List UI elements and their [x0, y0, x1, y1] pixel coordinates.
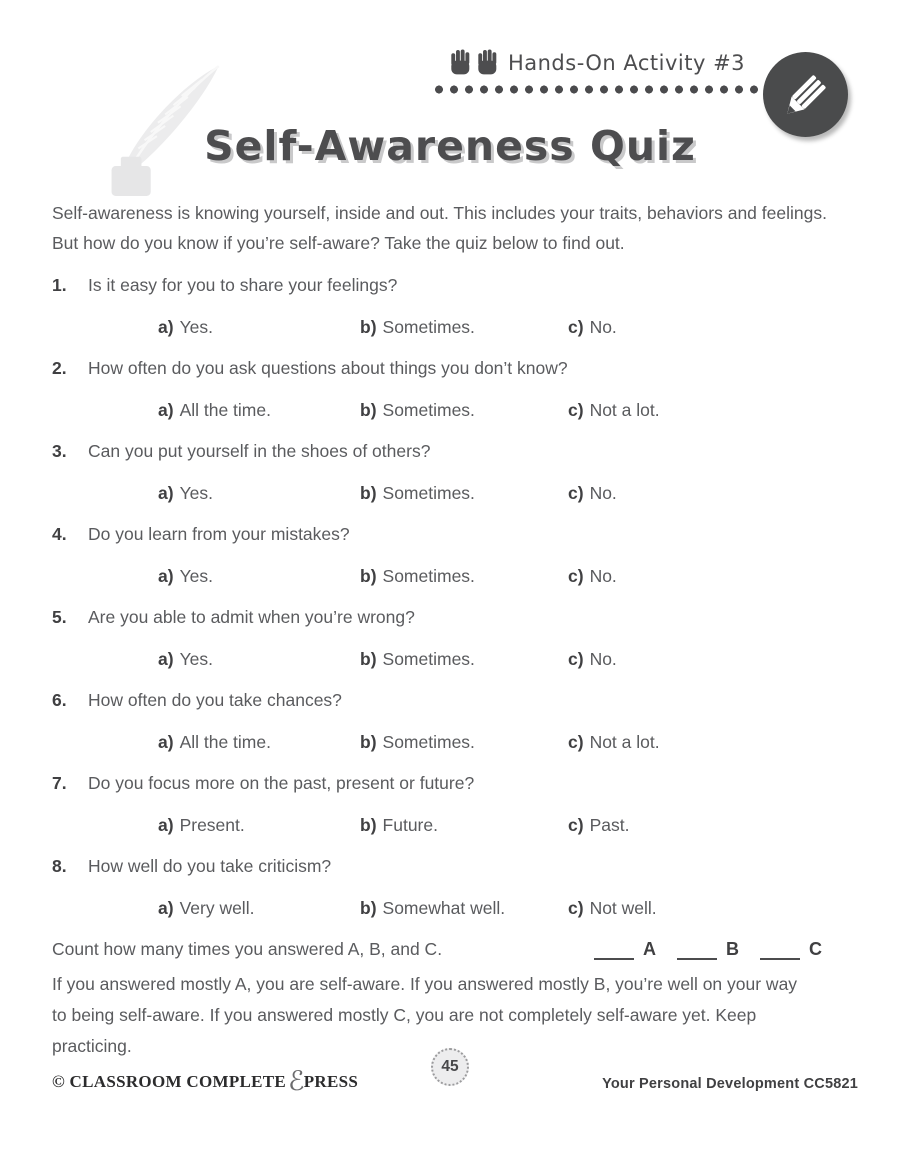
option-b: b) Sometimes. — [360, 566, 475, 586]
question-6 — [52, 690, 848, 753]
option-c: c) No. — [568, 483, 617, 503]
question-text: How often do you take chances? — [88, 690, 342, 710]
option-b: b) Sometimes. — [360, 732, 475, 752]
question-4 — [52, 524, 848, 587]
question-3 — [52, 441, 848, 504]
copyright-text: © CLASSROOM COMPLETE — [52, 1072, 287, 1091]
option-c: c) No. — [568, 649, 617, 669]
page-number: 45 — [441, 1058, 459, 1075]
options-row — [158, 732, 848, 753]
option-c: c) Not a lot. — [568, 732, 660, 752]
option-b: b) Future. — [360, 815, 438, 835]
option-b: b) Sometimes. — [360, 649, 475, 669]
option-a: a) All the time. — [158, 732, 271, 752]
options-row — [158, 566, 848, 587]
option-b: b) Sometimes. — [360, 400, 475, 420]
option-a: a) Yes. — [158, 566, 213, 586]
options-row — [158, 317, 848, 338]
question-8 — [52, 856, 848, 919]
question-text: Are you able to admit when you’re wrong? — [88, 607, 415, 627]
options-row — [158, 649, 848, 670]
answer-blank — [677, 942, 717, 960]
page-title: Self-Awareness Quiz — [204, 122, 696, 170]
question-number: 2. — [52, 358, 67, 378]
tally-prompt: Count how many times you answered A, B, and C. — [52, 939, 443, 959]
option-c: c) Not a lot. — [568, 400, 660, 420]
option-a: a) Yes. — [158, 483, 213, 503]
question-text: Is it easy for you to share your feelings? — [88, 275, 398, 295]
tally-blank-c: C — [760, 939, 822, 960]
question-number: 6. — [52, 690, 67, 710]
question-2 — [52, 358, 848, 421]
question-number: 8. — [52, 856, 67, 876]
publisher-logo-icon: ℰ — [288, 1066, 305, 1097]
question-1 — [52, 275, 848, 338]
question-number: 5. — [52, 607, 67, 627]
options-row — [158, 483, 848, 504]
publisher-logo — [52, 1066, 359, 1097]
page-header — [0, 0, 900, 198]
option-b: b) Somewhat well. — [360, 898, 506, 918]
question-text: How well do you take criticism? — [88, 856, 332, 876]
activity-label: Hands-On Activity #3 — [507, 51, 746, 75]
answer-blank — [760, 942, 800, 960]
answer-blank — [594, 942, 634, 960]
option-a: a) All the time. — [158, 400, 271, 420]
options-row — [158, 400, 848, 421]
book-title-footer: Your Personal Development CC5821 — [602, 1076, 858, 1092]
question-5 — [52, 607, 848, 670]
hands-icon — [449, 48, 500, 75]
question-7 — [52, 773, 848, 836]
worksheet-body — [0, 198, 900, 1114]
question-text: How often do you ask questions about things you don’t know? — [88, 358, 568, 378]
dotted-divider — [432, 84, 758, 95]
results-text: If you answered mostly A, you are self-aware. If you answered mostly B, you’re well on your way to being self-aware. If you answered mostly C, you are not completely self-aware yet. Keep practicing. — [52, 974, 798, 1056]
question-number: 4. — [52, 524, 67, 544]
option-a: a) Yes. — [158, 317, 213, 337]
question-number: 7. — [52, 773, 67, 793]
press-text: PRESS — [303, 1072, 359, 1091]
page-number-badge — [431, 1048, 469, 1086]
option-a: a) Very well. — [158, 898, 255, 918]
question-number: 1. — [52, 275, 67, 295]
pencil-icon — [778, 67, 834, 123]
question-text: Can you put yourself in the shoes of others? — [88, 441, 431, 461]
option-b: b) Sometimes. — [360, 317, 475, 337]
option-a: a) Yes. — [158, 649, 213, 669]
option-a: a) Present. — [158, 815, 245, 835]
question-number: 3. — [52, 441, 67, 461]
question-text: Do you learn from your mistakes? — [88, 524, 350, 544]
tally-blank-a: A — [594, 939, 656, 960]
options-row — [158, 898, 848, 919]
option-c: c) No. — [568, 566, 617, 586]
tally-blanks — [594, 939, 822, 960]
intro-text: Self-awareness is knowing yourself, inside and out. This includes your traits, behaviors and feelings. But how do you know if you’re self-aware? Take the quiz below to find out. — [52, 203, 827, 253]
page-footer — [52, 1058, 858, 1114]
option-c: c) Not well. — [568, 898, 657, 918]
tally-blank-b: B — [677, 939, 739, 960]
options-row — [158, 815, 848, 836]
option-b: b) Sometimes. — [360, 483, 475, 503]
option-c: c) No. — [568, 317, 617, 337]
activity-header — [432, 48, 762, 95]
tally-row — [52, 939, 848, 960]
question-text: Do you focus more on the past, present or future? — [88, 773, 475, 793]
option-c: c) Past. — [568, 815, 630, 835]
